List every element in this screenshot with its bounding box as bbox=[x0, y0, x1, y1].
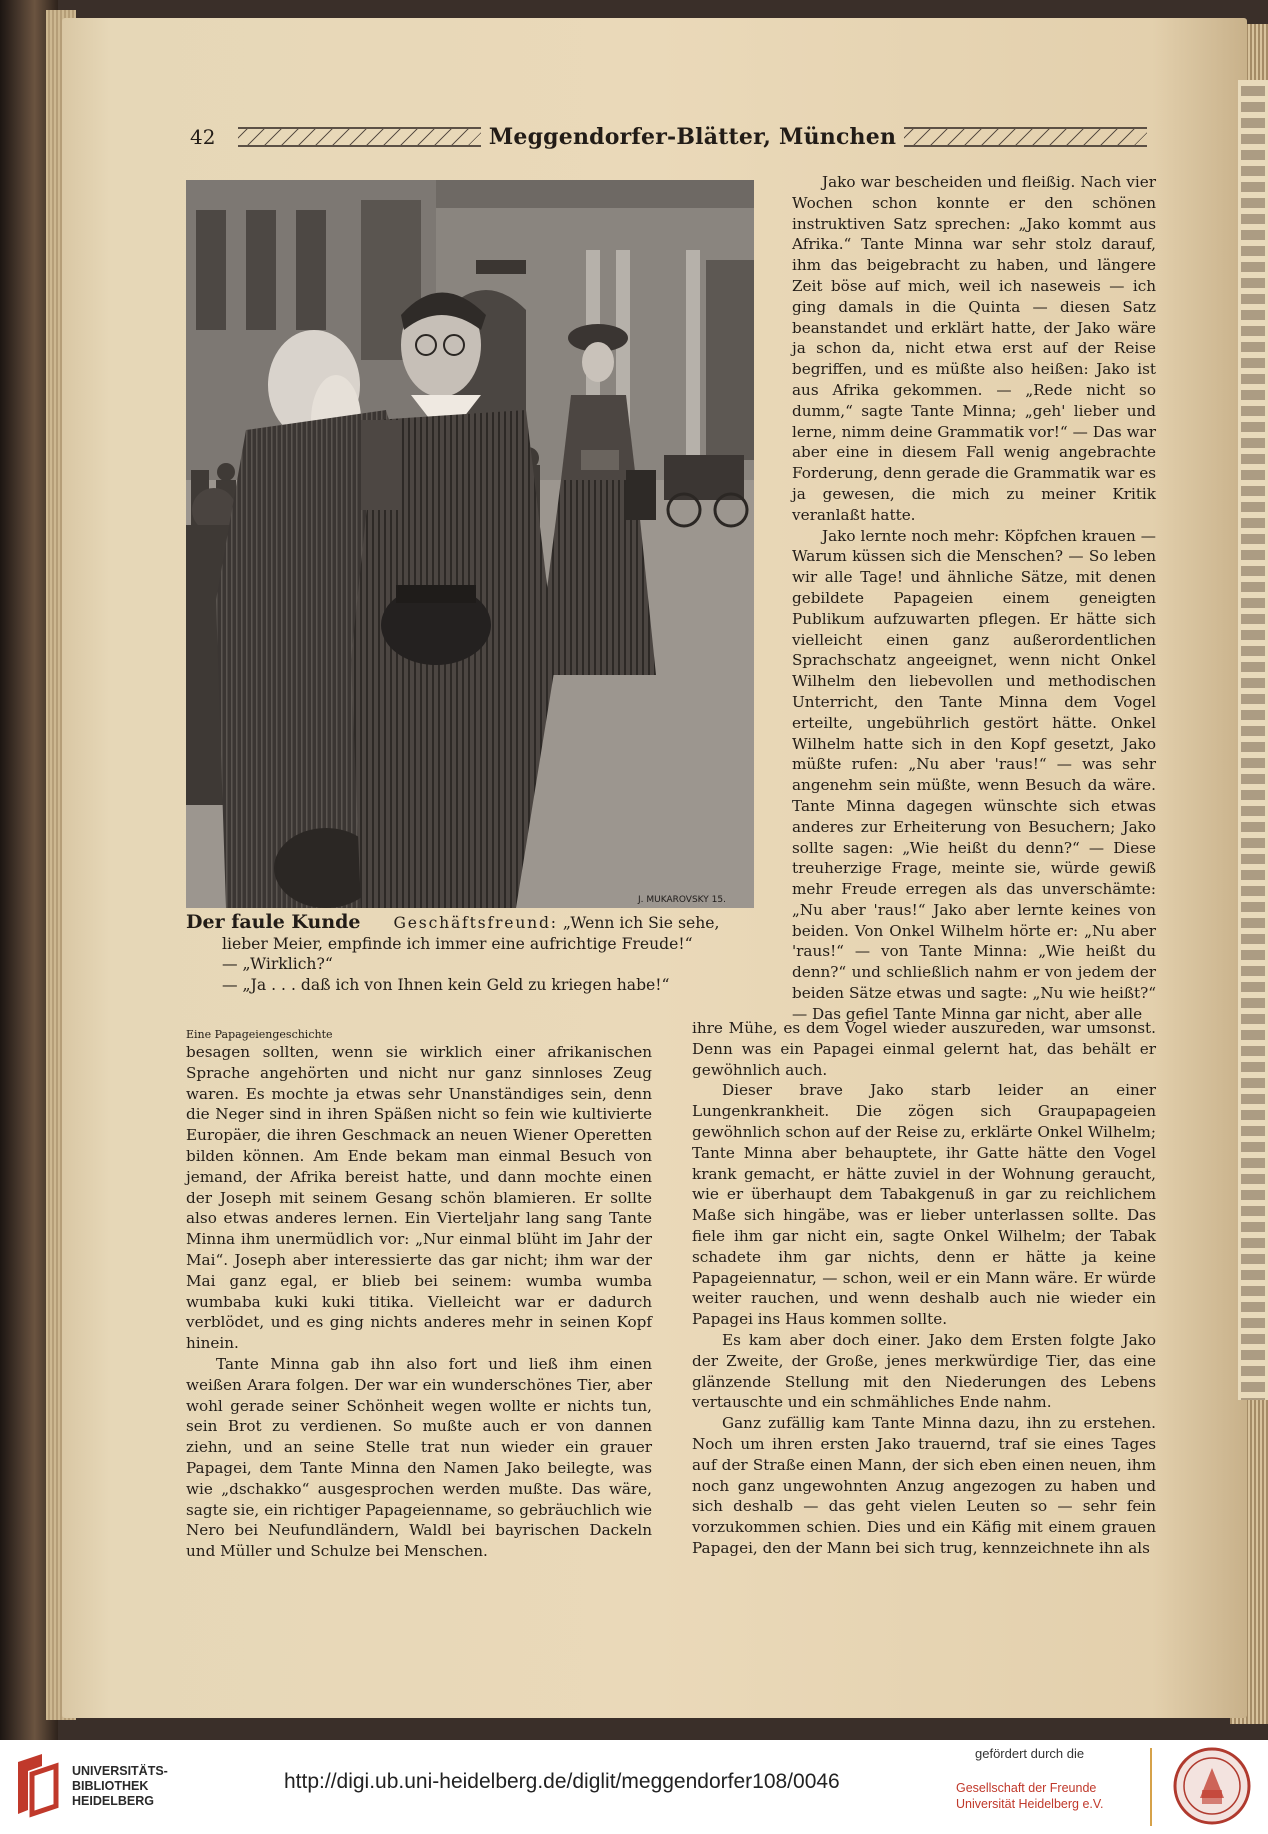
paragraph: Ganz zufällig kam Tante Minna dazu, ihn zu erstehen. Noch um ihren ersten Jako trauernd, traf sie eines Tages auf der Straße einen Mann, der sich eben einen neuen, ihm noch ganz ungewohnten Anzug angezogen zu haben und sich deshalb — das geht vielen Leuten so — sehr fein vorzukommen schien. Dies und ein Käfig mit einem grauen Papagei, den der Mann bei sich trug, kennzeichnete ihn als bbox=[692, 1414, 1156, 1557]
library-logo-icon bbox=[12, 1752, 62, 1822]
header-ornament-right bbox=[904, 127, 1147, 147]
caption-line4: — „Ja . . . daß ich von Ihnen kein Geld zu kriegen habe!“ bbox=[222, 975, 670, 994]
caption-title: Der faule Kunde bbox=[186, 911, 361, 933]
next-page-edge bbox=[1238, 80, 1268, 1400]
page-number: 42 bbox=[190, 125, 216, 149]
paragraph: Jako lernte noch mehr: Köpfchen krauen — Warum küssen sich die Menschen? — So leben wir alle Tage! und ähnliche Sätze, mit denen gebildete Papageien einem geneigten Publikum aufzuwarten pflegen. Er hätte sich vielleicht einen ganz außerordentlichen Sprachschatz angeeignet, wenn nicht Onkel Wilhelm den liebevollen und methodischen Unterricht, den Tante Minna dem Vogel erteilte, ungebührlich gestört hätte. Onkel Wilhelm hatte sich in den Kopf gesetzt, Jako müßte rufen: „Nu aber 'raus!“ — was sehr angenehm sein müßte, wenn Besuch da wäre. Tante Minna dagegen wünschte sich etwas anderes zur Erheiterung von Besuchern; Jako sollte sagen: „Wie heißt du denn?“ — Diese treuherzige Frage, meinte sie, würde gewiß mehr Freude erregen als das unverschämte: „Nu aber 'raus!“ Jako aber lernte keines von beiden. Von Onkel Wilhelm hörte er: „Nu aber 'raus!“ — von Tante Minna: „Wie heißt du denn?“ und schließlich nahm er von jedem der beiden Sätze etwas und sagte: „Nu wie heißt?“ — Das gefiel Tante Minna gar nicht, aber alle bbox=[792, 526, 1156, 1023]
paragraph: Dieser brave Jako starb leider an einer Lungenkrankheit. Die zögen sich Graupapageien gewöhnlich schon auf der Reise zu, erklärte Onkel Wilhelm; Tante Minna aber behauptete, ihr Gatte hätte den Vogel krank gemacht, er hätte zuviel in der Wohnung geraucht, wie er überhaupt dem Tabakgenuß in gar zu reichlichem Maße sich hingäbe, was er lieber unterlassen sollte. Das fiele ihm gar nicht ein, sagte Onkel Wilhelm; der Tabak schadete ihm gar nichts, denn er hätte ja keine Papageiennatur, — schon, weil er ein Mann wäre. Er würde weiter rauchen, und wenn deshalb auch nie wieder ein Papagei ins Haus kommen sollte. bbox=[692, 1081, 1156, 1329]
library-name: UNIVERSITÄTS- BIBLIOTHEK HEIDELBERG bbox=[72, 1764, 168, 1808]
viewer-footer bbox=[0, 1740, 1268, 1834]
illustration-caption bbox=[186, 912, 754, 995]
text-column-right bbox=[692, 1018, 1156, 1559]
story-label: Eine Papageiengeschichte bbox=[186, 1028, 333, 1041]
caption-line2: lieber Meier, empfinde ich immer eine aufrichtige Freude!“ bbox=[222, 934, 693, 953]
caption-speaker: Geschäftsfreund: bbox=[393, 914, 558, 932]
text-column-left bbox=[186, 1042, 652, 1562]
sponsor-name: Gesellschaft der Freunde Universität Heidelberg e.V. bbox=[956, 1781, 1104, 1811]
text-column-right-top bbox=[792, 172, 1156, 1025]
paragraph: Tante Minna gab ihn also fort und ließ ihm einen weißen Arara folgen. Der war ein wunderschönes Tier, aber wohl gerade seiner Schönheit wegen wollte er nichts tun, sein Brot zu verdienen. So mußte auch er von dannen ziehn, und an seine Stelle trat nun wieder ein grauer Papagei, dem Tante Minna den Namen Jako beilegte, was wie „dschakko“ ausgesprochen werden mußte. Das wäre, sagte sie, ein richtiger Papageienname, so gebräuchlich wie Nero bei Neufundländern, Waldl bei bayrischen Dackeln und Müller und Schulze bei Menschen. bbox=[186, 1354, 652, 1561]
illustration-signature: J. MUKAROVSKY 15. bbox=[638, 895, 726, 905]
paragraph: besagen sollten, wenn sie wirklich einer afrikanischen Sprache angehörten und nicht nur ganz sinnloses Zeug waren. Es mochte ja etwas sehr Unanständiges sein, denn die Neger sind in ihren Späßen nicht so fein wie kultivierte Europäer, die ihren Geschmack an neuen Wiener Operetten bilden können. Am Ende bekam man einmal Besuch von jemand, der Afrika bereist hatte, und dann mochte einen der Joseph mit seinem Gesang schön blamieren. Er sollte also etwas anderes lernen. Ein Vierteljahr lang sang Tante Minna ihm unermüdlich vor: „Nur einmal blüht im Jahr der Mai“. Joseph aber interessierte das gar nicht; ihm war der Mai ganz egal, er blieb bei seinem: wumba wumba wumbaba kuki kuki titika. Vielleicht war er dadurch verblödet, und es ging nichts anderes mehr in seinen Kopf hinein. bbox=[186, 1043, 652, 1353]
masthead: Meggendorfer-Blätter, München bbox=[488, 124, 897, 150]
illustration-image bbox=[186, 180, 754, 908]
page-header bbox=[190, 123, 1155, 151]
illustration bbox=[186, 180, 754, 908]
caption-line3: — „Wirklich?“ bbox=[222, 955, 333, 973]
permalink[interactable]: http://digi.ub.uni-heidelberg.de/diglit/meggendorfer108/0046 bbox=[284, 1770, 840, 1793]
footer-divider bbox=[1150, 1748, 1152, 1826]
sponsor-lead: gefördert durch die bbox=[975, 1746, 1085, 1761]
paragraph: Es kam aber doch einer. Jako dem Ersten folgte Jako der Zweite, der Große, jenes merkwürdige Tier, das eine glänzende Stellung mit den Niederungen des Lebens vertauschte und ein schmähliches Ende nahm. bbox=[692, 1330, 1156, 1412]
paragraph: ihre Mühe, es dem Vogel wieder auszureden, war umsonst. Denn was ein Papagei einmal gelernt hat, das behält er gewöhnlich auch. bbox=[692, 1019, 1156, 1079]
paragraph: Jako war bescheiden und fleißig. Nach vier Wochen schon konnte er den schönen instruktiven Satz sprechen: „Jako kommt aus Afrika.“ Tante Minna war sehr stolz darauf, ihm das beigebracht zu haben, und längere Zeit böse auf mich, weil ich naseweis — ich ging damals in die Quinta — diesen Satz beanstandet und erklärt hatte, der Jako wäre ja schon da, nicht etwa erst auf der Reise begriffen, und es müßte also heißen: Jako ist aus Afrika gekommen. — „Rede nicht so dumm,“ sagte Tante Minna; „geh' lieber und lerne, nimm deine Grammatik vor!“ — Das war aber eine in diesem Fall wenig angebrachte Forderung, denn gerade die Grammatik war es ja gewesen, die mich zu meiner Kritik veranlaßt hatte. bbox=[792, 173, 1156, 524]
caption-line1: „Wenn ich Sie sehe, bbox=[562, 914, 720, 932]
university-seal-icon bbox=[1172, 1746, 1252, 1826]
header-ornament-left bbox=[238, 127, 481, 147]
